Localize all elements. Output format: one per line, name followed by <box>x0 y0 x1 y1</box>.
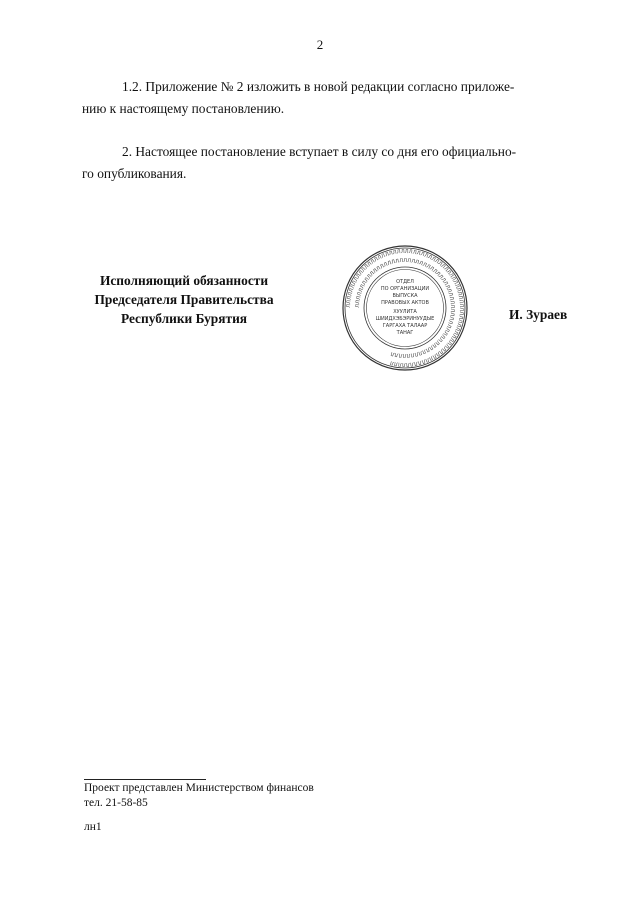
svg-text:ГАРГАХА ТАЛААР: ГАРГАХА ТАЛААР <box>382 323 428 329</box>
svg-text:ТАНАГ: ТАНАГ <box>396 330 414 336</box>
paragraph-2-line-1: 2. Настоящее постановление вступает в силу со дня его официально- <box>122 144 517 159</box>
paragraph-1-line-1: 1.2. Приложение № 2 изложить в новой редакции согласно приложе- <box>122 79 515 94</box>
seal-center-text <box>376 279 435 336</box>
footer-phone: тел. 21-58-85 <box>84 797 148 809</box>
svg-text:ОТДЕЛ: ОТДЕЛ <box>396 279 414 285</box>
footer-project-note: Проект представлен Министерством финансов <box>84 782 314 794</box>
svg-text:ПРАВОВЫХ АКТОВ: ПРАВОВЫХ АКТОВ <box>381 300 429 306</box>
paragraph-1-line-2: нию к настоящему постановлению. <box>82 101 285 116</box>
page-number: 2 <box>316 37 324 52</box>
paragraph-1 <box>82 76 570 120</box>
signer-name: И. Зураев <box>509 307 568 322</box>
footer-code: лн1 <box>84 821 102 833</box>
seal-outer-ring-text: ЛЛЛЛЛЛЛЛЛЛЛЛЛЛЛЛЛЛЛЛЛЛЛЛЛЛЛЛЛЛЛЛЛЛЛЛЛЛЛЛЛЛЛЛЛЛЛЛЛЛЛЛЛЛЛЛЛЛЛЛЛЛЛЛЛЛЛЛЛЛ <box>345 248 465 368</box>
svg-text:ВЫПУСКА: ВЫПУСКА <box>392 293 418 299</box>
signer-title-line-3: Республики Бурятия <box>120 311 248 326</box>
signer-title <box>84 271 284 328</box>
svg-text:ШИИДХЭБЭРИНУУДЫЕ: ШИИДХЭБЭРИНУУДЫЕ <box>375 316 435 322</box>
svg-text:ХУУЛИТА: ХУУЛИТА <box>393 309 417 315</box>
svg-text:ПО ОРГАНИЗАЦИИ: ПО ОРГАНИЗАЦИИ <box>380 286 430 292</box>
signer-title-line-1: Исполняющий обязанности <box>99 273 269 288</box>
footer-divider <box>84 779 206 780</box>
paragraph-2-line-2: го опубликования. <box>82 166 187 181</box>
seal-inner-ring-text: ЛЛЛЛЛЛЛЛЛЛЛЛЛЛЛЛЛЛЛЛЛЛЛЛЛЛЛЛЛЛЛЛЛЛЛЛЛЛЛЛЛЛЛЛЛЛЛЛЛЛЛЛЛЛЛЛЛЛЛ <box>354 257 456 359</box>
signer-title-line-2: Председателя Правительства <box>94 292 274 307</box>
paragraph-2 <box>82 141 570 185</box>
official-seal <box>340 243 470 373</box>
